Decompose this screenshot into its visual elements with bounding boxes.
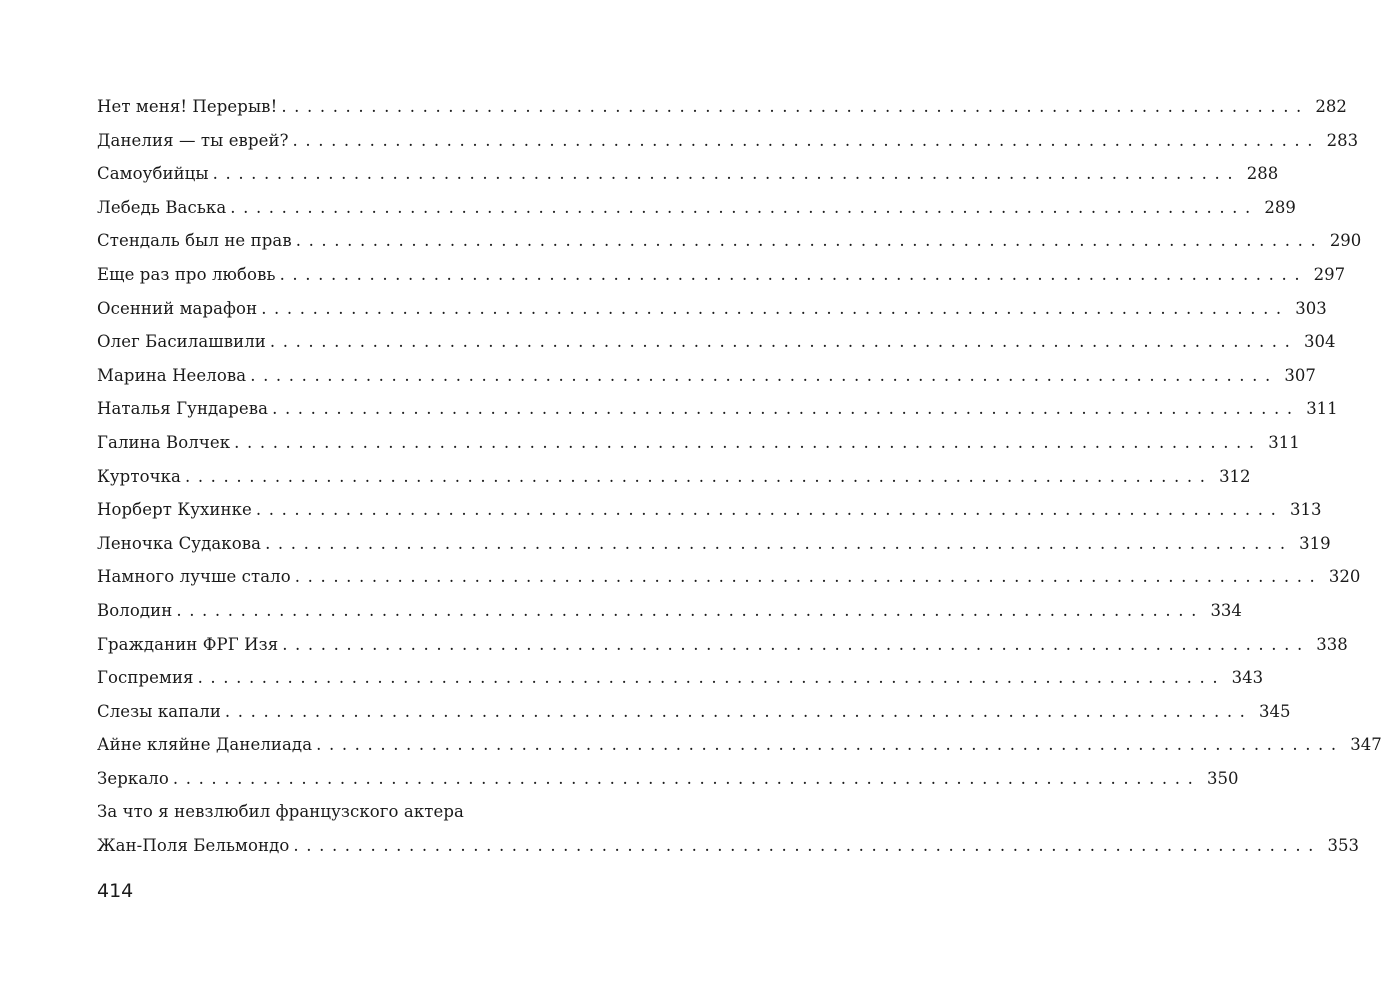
toc-entry-title: Курточка <box>97 466 181 486</box>
toc-entry <box>97 527 1331 561</box>
toc-entry <box>97 460 1251 494</box>
toc-entry-page: 288 <box>1246 164 1279 184</box>
toc-entry-page: 313 <box>1289 500 1322 520</box>
toc-entry-page: 297 <box>1313 264 1346 284</box>
toc-entry-title: Госпремия <box>97 668 194 688</box>
dot-leader: ................................................................................ <box>250 365 1278 385</box>
dot-leader: ................................................................................ <box>292 130 1321 150</box>
toc-entry-title: Норберт Кухинке <box>97 500 252 520</box>
toc-entry-page: 311 <box>1268 432 1300 452</box>
toc-entry-page: 319 <box>1299 533 1331 553</box>
toc-entry-page: 311 <box>1306 399 1338 419</box>
toc-entry <box>97 594 1242 628</box>
toc-entry-title: Стендаль был не прав <box>97 231 292 251</box>
dot-leader: ................................................................................ <box>176 600 1204 620</box>
toc-entry <box>97 493 1322 527</box>
toc-entry-title: За что я невзлюбил французского актера <box>97 802 464 822</box>
toc-entry <box>97 191 1296 225</box>
toc-entry-title: Леночка Судакова <box>97 533 262 553</box>
dot-leader: ................................................................................ <box>295 231 1324 251</box>
toc-entry <box>97 628 1348 662</box>
dot-leader: ................................................................................ <box>172 768 1201 788</box>
toc-entry <box>97 695 1291 729</box>
toc-entry <box>97 90 1347 124</box>
dot-leader: ................................................................................ <box>197 668 1226 688</box>
toc-entry-title: Осенний марафон <box>97 298 258 318</box>
toc-entry-title: Данелия — ты еврей? <box>97 130 289 150</box>
toc-entry <box>97 728 1382 762</box>
toc-entry-title: Володин <box>97 600 173 620</box>
toc-entry-title: Марина Неелова <box>97 365 247 385</box>
toc-entry-title: Намного лучше стало <box>97 567 291 587</box>
dot-leader: ................................................................................ <box>234 432 1262 452</box>
toc-entry-page: 320 <box>1328 567 1361 587</box>
toc-entry <box>97 359 1316 393</box>
toc-entry <box>97 829 1360 863</box>
toc-entry-page: 334 <box>1210 600 1242 620</box>
toc-entry-page: 312 <box>1219 466 1251 486</box>
toc-entry-page: 307 <box>1284 365 1316 385</box>
toc-entry-page: 347 <box>1350 735 1382 755</box>
toc-entry-page: 303 <box>1295 298 1327 318</box>
toc-entry-title: Лебедь Васька <box>97 197 227 217</box>
page-number: 414 <box>97 880 134 902</box>
dot-leader: ................................................................................ <box>281 97 1309 116</box>
toc-entry-title: Слезы капали <box>97 701 221 721</box>
toc-entry-title: Нет меня! Перерыв! <box>97 97 278 116</box>
toc-entry-page: 343 <box>1231 668 1264 688</box>
toc-entry-page: 304 <box>1303 332 1336 352</box>
toc-entry-title: Еще раз про любовь <box>97 264 276 284</box>
dot-leader: ................................................................................ <box>293 836 1322 856</box>
dot-leader: ................................................................................ <box>282 634 1310 654</box>
dot-leader: ................................................................................ <box>184 466 1213 486</box>
toc-entry-page: 338 <box>1316 634 1348 654</box>
toc-entry <box>97 795 609 829</box>
toc-entry-title: Жан-Поля Бельмондо <box>97 836 290 856</box>
dot-leader: ................................................................................ <box>261 298 1289 318</box>
toc-entry <box>97 426 1300 460</box>
toc-entry <box>97 124 1359 158</box>
toc-entry-title: Айне кляйне Данелиада <box>97 735 313 755</box>
toc-entry-page: 290 <box>1329 231 1362 251</box>
toc-entry-page: 353 <box>1327 836 1360 856</box>
toc-entry-page: 283 <box>1326 130 1359 150</box>
dot-leader: ................................................................................ <box>230 197 1258 217</box>
dot-leader: ................................................................................ <box>224 701 1253 721</box>
toc-entry <box>97 661 1264 695</box>
dot-leader: ................................................................................ <box>269 332 1298 352</box>
toc-entry <box>97 157 1279 191</box>
toc-entry-title: Зеркало <box>97 768 169 788</box>
toc-entry <box>97 258 1346 292</box>
toc-entry-page: 282 <box>1315 97 1347 116</box>
toc-entry <box>97 292 1327 326</box>
toc-entry <box>97 224 1362 258</box>
toc-entry <box>97 560 1361 594</box>
toc-entry-page: 345 <box>1259 701 1291 721</box>
toc-entry-page: 350 <box>1206 768 1239 788</box>
toc-entry-title: Гражданин ФРГ Изя <box>97 634 279 654</box>
toc-entry-title: Самоубийцы <box>97 164 209 184</box>
dot-leader: ................................................................................ <box>279 264 1308 284</box>
dot-leader: ................................................................................ <box>212 164 1241 184</box>
toc-entry-page: 289 <box>1264 197 1296 217</box>
dot-leader: ................................................................................ <box>255 500 1284 520</box>
table-of-contents <box>97 90 1382 863</box>
toc-entry <box>97 392 1338 426</box>
dot-leader: ................................................................................ <box>265 533 1293 553</box>
dot-leader: ................................................................................ <box>294 567 1323 587</box>
toc-entry <box>97 325 1336 359</box>
toc-entry-title: Наталья Гундарева <box>97 399 269 419</box>
toc-entry-title: Галина Волчек <box>97 432 231 452</box>
toc-entry <box>97 762 1239 796</box>
dot-leader: ................................................................................ <box>316 735 1344 755</box>
dot-leader: ................................................................................ <box>272 399 1300 419</box>
toc-entry-title: Олег Басилашвили <box>97 332 266 352</box>
